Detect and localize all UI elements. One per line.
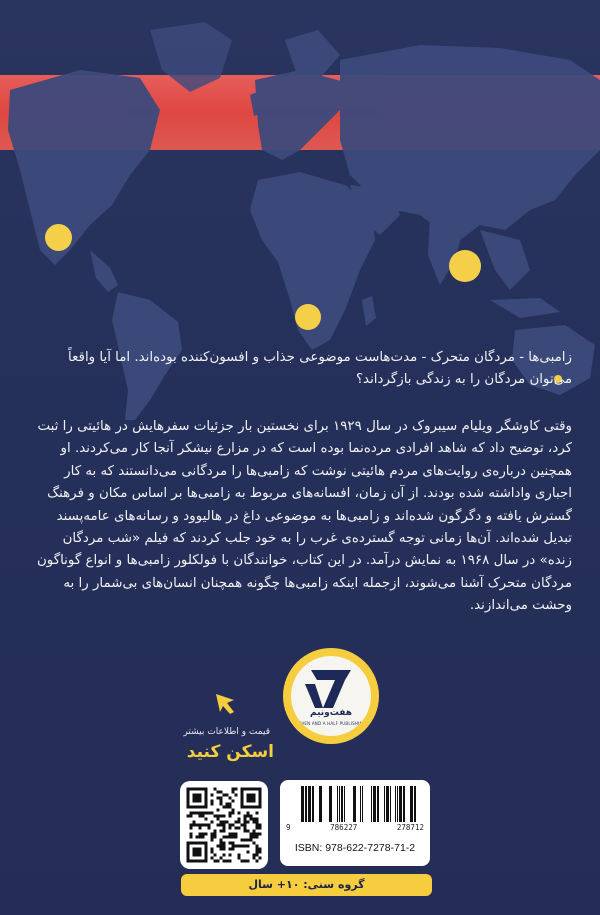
map-marker-north-america <box>45 224 72 251</box>
publisher-name: هفت‌ونیم <box>310 708 352 718</box>
publisher-subtitle: SEVEN AND A HALF PUBLISHING <box>296 721 366 726</box>
barcode <box>280 780 430 866</box>
scan-cta-text: اسکن کنید <box>186 742 274 762</box>
description-paragraph-2: وقتی کاوشگر ویلیام سیبروک در سال ۱۹۲۹ برای نخستین بار جزئیات سفرهایش در هائیتی را ثبت کرد، توضیح داد که شاهد افرادی مرده‌نما بوده است که در مزارع نیشکر آنجا کار می‌کردند. او همچنین درباره‌ی روایت‌های مردم هائیتی نوشت که زامبی‌ها را مردگانی می‌دانستند که به کار اجباری واداشته شده بودند. از آن زمان، افسانه‌های مربوط به زامبی‌ها بر اساس مکان و فرهنگ گسترش یافته و دگرگون شده‌اند و زامبی‌ها به موضوعی داغ در هالیوود و رسانه‌های عامه‌پسند تبدیل شده‌اند. آن‌ها زمانی توجه گسترده‌ی غرب را به خود جلب کردند که فیلم «شب مردگان زنده» در سال ۱۹۶۸ به نمایش درآمد. در این کتاب، خوانندگان با فولکلور زامبی‌ها و انواع گوناگون مردگان متحرک آشنا می‌شوند، ازجمله اینکه زامبی‌ها چگونه همچنان انسان‌های بی‌شمار را به وحشت می‌اندازند. <box>36 419 572 614</box>
barcode-icon <box>280 784 430 828</box>
map-marker-asia <box>449 250 481 282</box>
isbn-number: ISBN: 978-622-7278-71-2 <box>294 842 416 854</box>
age-group-badge: گروه سنی: ۱۰+ سال <box>181 874 432 896</box>
qr-code[interactable] <box>180 781 268 869</box>
publisher-logo <box>283 648 379 744</box>
arrow-icon <box>212 690 238 716</box>
barcode-digit-group: 278712 <box>396 823 424 832</box>
map-marker-africa <box>295 304 321 330</box>
barcode-digit-group: 786227 <box>330 823 358 832</box>
description-paragraph-1: زامبی‌ها - مردگان متحرک - مدت‌هاست موضوعی جذاب و افسون‌کننده بوده‌اند. اما آیا واقعاً می‌توان مردگان را به زندگی بازگرداند؟ <box>68 350 572 388</box>
barcode-digit-group: 9 <box>286 823 291 832</box>
scan-info-text: قیمت و اطلاعات بیشتر <box>183 727 270 737</box>
barcode-digits <box>286 823 424 832</box>
publisher-logo-inner <box>291 656 371 736</box>
qr-code-icon <box>180 781 268 869</box>
